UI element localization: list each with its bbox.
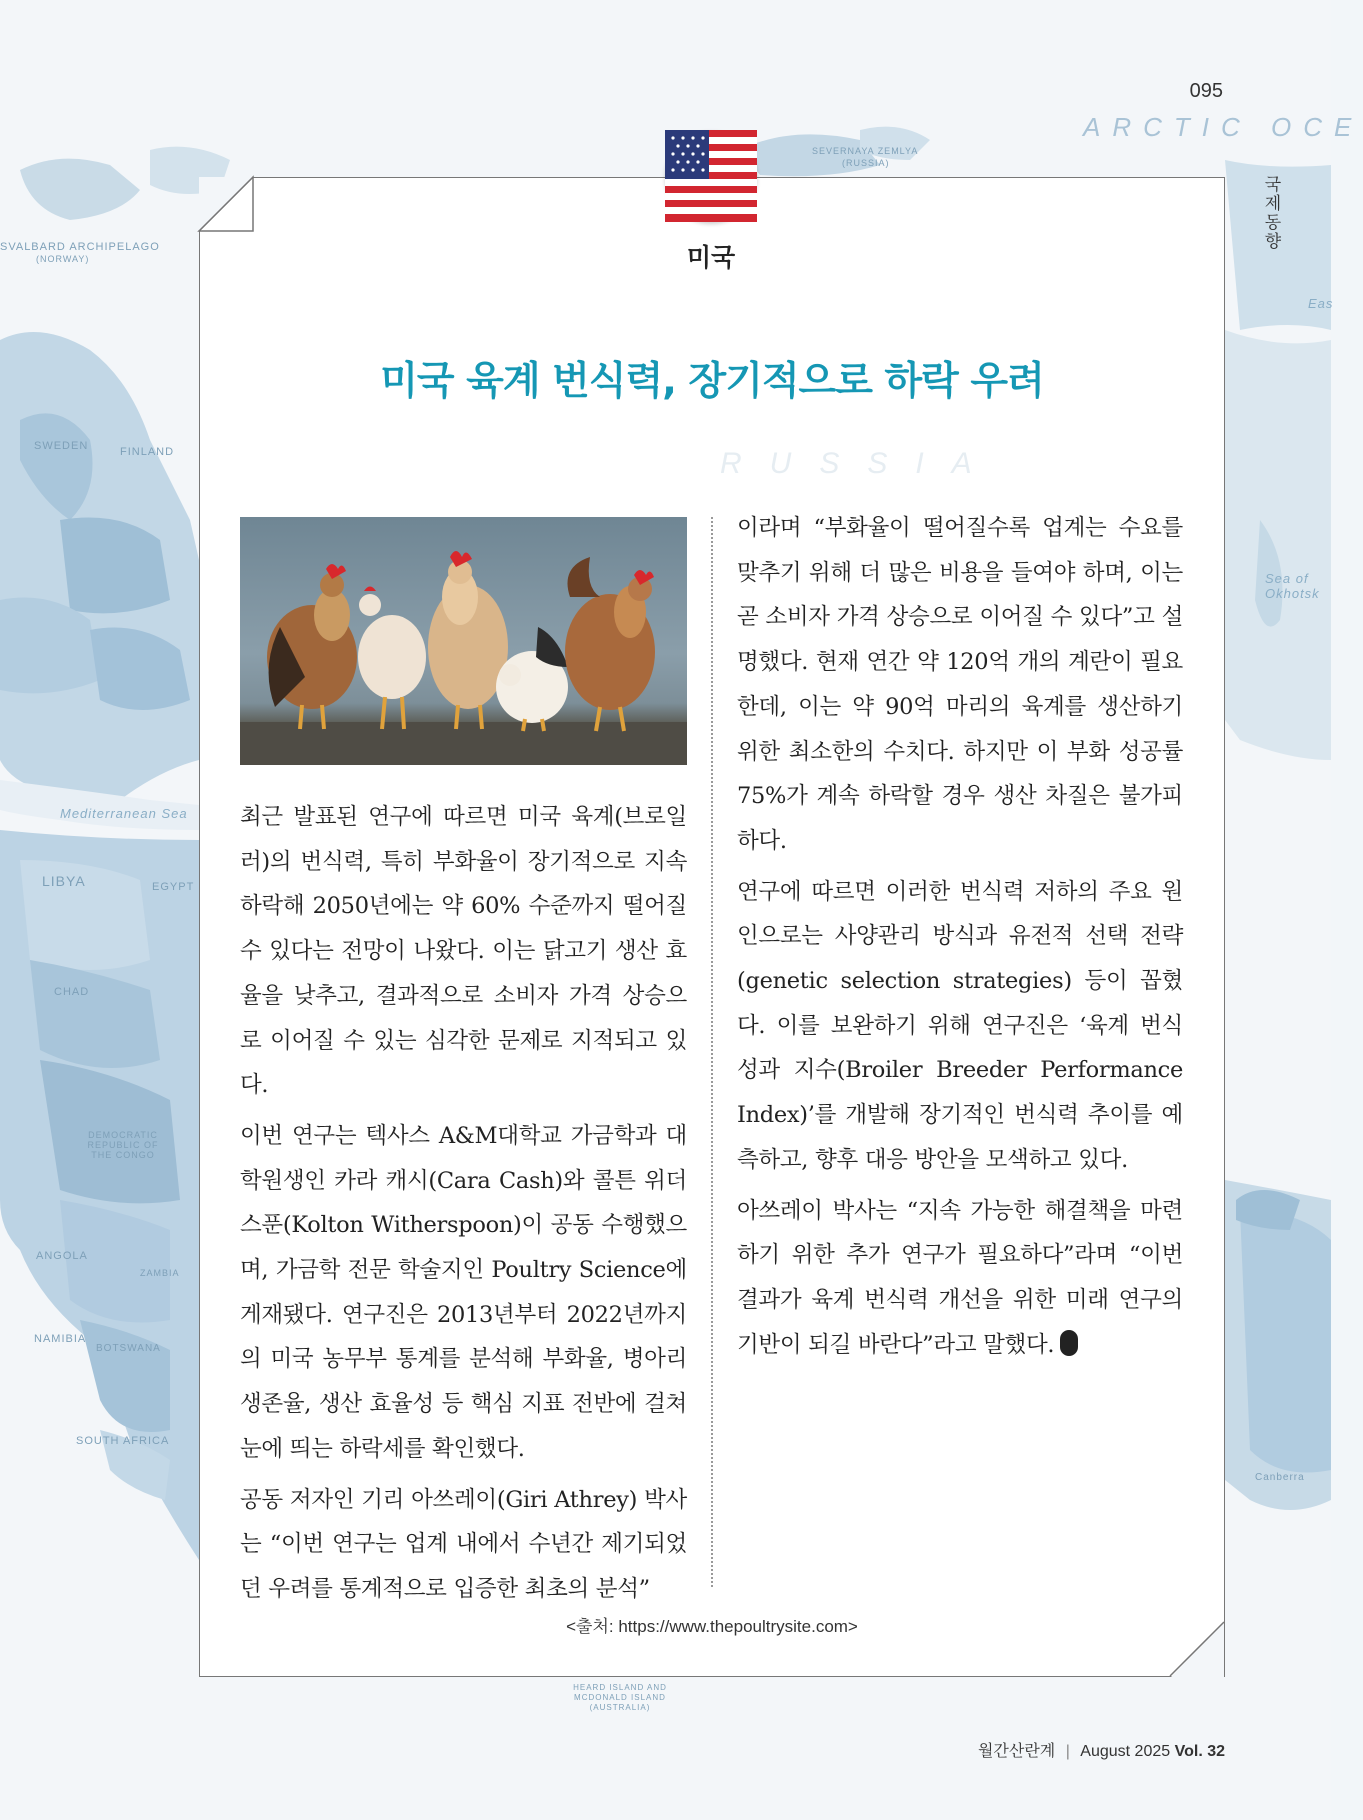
- article-paragraph-last: [737, 1189, 1183, 1368]
- article-paragraph: 이라며 “부화율이 떨어질수록 업계는 수요를 맞추기 위해 더 많은 비용을 들여야 하며, 이는 곧 소비자 가격 상승으로 이어질 수 있다”고 설명했다. 현재 연간 약 120억 개의 계란이 필요한데, 이는 약 90억 마리의 육계를 생산하기 위한 최소한의 수치다. 하지만 이 부화 성공률 75%가 계속 하락할 경우 생산 차질은 불가피하다.: [737, 515, 1183, 854]
- article-column-left: [240, 795, 687, 1612]
- map-label-svalbard: SVALBARD ARCHIPELAGO: [0, 241, 160, 253]
- map-label-finland: FINLAND: [120, 446, 175, 458]
- map-label-namibia: NAMIBIA: [34, 1333, 87, 1345]
- article-paragraph: 최근 발표된 연구에 따르면 미국 육계(브로일러)의 번식력, 특히 부화율이 장기적으로 지속 하락해 2050년에는 약 60% 수준까지 떨어질 수 있다는 전망이 나왔다. 이는 닭고기 생산 효율을 낮추고, 결과적으로 소비자 가격 상승으로 이어질 수 있는 심각한 문제로 지적되고 있다.: [240, 804, 687, 1099]
- magazine-name: 월간산란계: [977, 1743, 1056, 1760]
- column-divider: [711, 517, 713, 1587]
- map-label-mediterranean: Mediterranean Sea: [60, 806, 188, 821]
- map-label-severnaya-country: (RUSSIA): [842, 158, 890, 168]
- article-paragraph-text: 아쓰레이 박사는 “지속 가능한 해결책을 마련하기 위한 추가 연구가 필요하다”라며 “이번 결과가 육계 번식력 개선을 위한 미래 연구의 기반이 되길 바란다”라고 말했다.: [737, 1197, 1183, 1358]
- map-label-norway: (NORWAY): [36, 254, 90, 264]
- country-label: 미국: [686, 243, 736, 272]
- map-label-egypt: EGYPT: [152, 881, 195, 893]
- map-label-heard-island: HEARD ISLAND AND MCDONALD ISLAND (AUSTRALIA): [573, 1683, 667, 1712]
- map-label-libya: LIBYA: [42, 873, 86, 889]
- page-number: 095: [1189, 80, 1223, 102]
- chickens-photo: [240, 517, 687, 765]
- map-label-zambia: ZAMBIA: [140, 1268, 180, 1278]
- us-flag-icon: [665, 130, 757, 222]
- map-label-severnaya: SEVERNAYA ZEMLYA: [812, 146, 919, 156]
- source-citation: <출처: https://www.thepoultrysite.com>: [566, 1617, 858, 1636]
- map-label-sea-okhotsk: Sea of Okhotsk: [1265, 571, 1320, 601]
- folded-corner-top-left: [199, 177, 255, 233]
- map-label-angola: ANGOLA: [36, 1250, 88, 1262]
- page-footer: [978, 1738, 1225, 1761]
- map-label-canberra: Canberra: [1255, 1472, 1305, 1483]
- issue-date: August 2025: [1080, 1743, 1171, 1760]
- article-paragraph: 공동 저자인 기리 아쓰레이(Giri Athrey) 박사는 “이번 연구는 업계 내에서 수년간 제기되었던 우려를 통계적으로 입증한 최초의 분석”: [240, 1486, 687, 1602]
- map-label-sweden: SWEDEN: [34, 440, 89, 452]
- map-label-east: Eas: [1308, 296, 1334, 311]
- footer-separator: |: [1065, 1743, 1070, 1760]
- article-column-right: [737, 506, 1183, 1367]
- article-paragraph: 이번 연구는 텍사스 A&M대학교 가금학과 대학원생인 카라 캐시(Cara Cash)와 콜튼 위더스푼(Kolton Witherspoon)이 공동 수행했으며, 가금학 전문 학술지인 Poultry Science에 게재됐다. 연구진은 2013년부터 2022년까지의 미국 농무부 통계를 분석해 부화율, 병아리 생존율, 생산 효율성 등 핵심 지표 전반에 걸쳐 눈에 띄는 하락세를 확인했다.: [240, 1122, 687, 1462]
- map-label-chad: CHAD: [54, 986, 90, 998]
- map-label-botswana: BOTSWANA: [96, 1343, 161, 1354]
- article-headline: 미국 육계 번식력, 장기적으로 하락 우려: [380, 359, 1044, 404]
- map-label-south-africa: SOUTH AFRICA: [76, 1435, 170, 1447]
- map-label-arctic: ARCTIC OCE: [1083, 112, 1363, 142]
- volume-number: Vol. 32: [1174, 1743, 1225, 1760]
- map-label-russia: RUSSIA: [720, 447, 1000, 480]
- map-label-drc: DEMOCRATIC REPUBLIC OF THE CONGO: [87, 1130, 159, 1160]
- article-paragraph: 연구에 따르면 이러한 번식력 저하의 주요 원인으로는 사양관리 방식과 유전적 선택 전략(genetic selection strategies) 등이 꼽혔다. 이를 보완하기 위해 연구진은 ‘육계 번식 성과 지수(Broiler Breeder Performance Index)’를 개발해 장기적인 번식력 추이를 예측하고, 향후 대응 방안을 모색하고 있다.: [737, 878, 1183, 1173]
- section-tab: 국제동향: [1264, 175, 1282, 252]
- end-mark-icon: [1060, 1330, 1078, 1356]
